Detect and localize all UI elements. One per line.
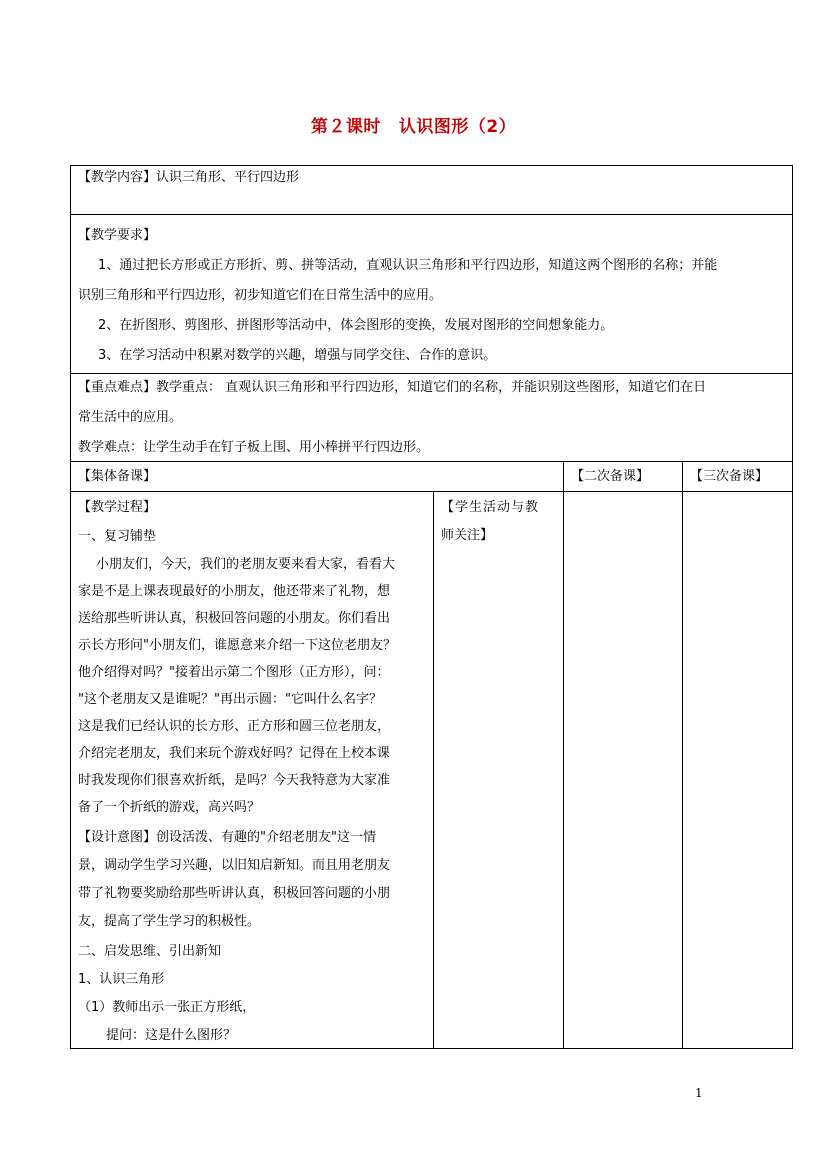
process-line: 这是我们已经认识的长方形、正方形和圆三位老朋友， [78, 719, 391, 734]
second-prep-header: 【二次备课】 [571, 469, 650, 484]
step-question: 提问：这是什么图形？ [106, 1028, 237, 1043]
student-activity-header-cont: 师关注】 [441, 528, 494, 543]
keypoints-line-1 [78, 380, 706, 396]
keypoints-label: 【重点难点】 [78, 380, 157, 395]
requirement-item-1: 1、通过把长方形或正方形折、剪、拼等活动，直观认识三角形和平行四边形，知道这两个图形的名称；并能 [98, 258, 718, 273]
design-intent-line: 【设计意图】创设活泼、有趣的"介绍老朋友"这一情 [78, 830, 376, 845]
process-line: 小朋友们，今天，我们的老朋友要来看大家，看看大 [96, 557, 396, 572]
row-divider [70, 491, 793, 492]
process-label: 【教学过程】 [78, 500, 157, 515]
keypoints-focus: 教学重点： 直观认识三角形和平行四边形，知道它们的名称，并能识别这些图形，知道它们在日 [156, 380, 707, 395]
student-activity-header: 【学生活动与教 [441, 500, 540, 515]
design-intent-line: 带了礼物要奖励给那些听讲认真，积极回答问题的小朋 [78, 886, 391, 901]
keypoints-line-2: 常生活中的应用。 [78, 410, 183, 425]
table-border-top [70, 165, 793, 166]
page-title [0, 112, 827, 137]
design-intent-line: 友，提高了学生学习的积极性。 [78, 914, 261, 929]
requirement-item-2: 2、在折图形、剪图形、拼图形等活动中，体会图形的变换，发展对图形的空间想象能力。 [98, 318, 614, 333]
process-line: 备了一个折纸的游戏，高兴吗？ [78, 800, 261, 815]
table-border-bottom [70, 1048, 793, 1049]
process-line: "这个老朋友又是谁呢？"再出示圆："它叫什么名字？ [78, 692, 382, 707]
process-line: 时我发现你们很喜欢折纸，是吗？今天我特意为大家准 [78, 773, 391, 788]
collective-prep-header: 【集体备课】 [78, 469, 157, 484]
row-divider [70, 461, 793, 462]
table-border-left [70, 165, 71, 1049]
third-prep-header: 【三次备课】 [690, 469, 769, 484]
column-divider [433, 491, 434, 1049]
process-line: 他介绍得对吗？"接着出示第二个图形（正方形），问： [78, 665, 390, 680]
subsection-triangle: 1、认识三角形 [78, 972, 165, 987]
requirement-item-1-cont: 识别三角形和平行四边形，初步知道它们在日常生活中的应用。 [78, 288, 443, 303]
keypoints-difficulty: 教学难点：让学生动手在钉子板上围、用小棒拼平行四边形。 [78, 440, 430, 455]
process-line: 介绍完老朋友，我们来玩个游戏好吗？记得在上校本课 [78, 746, 391, 761]
process-line: 送给那些听讲认真，积极回答问题的小朋友。你们看出 [78, 611, 391, 626]
requirements-label: 【教学要求】 [78, 228, 157, 243]
column-divider [682, 461, 683, 1049]
row-divider [70, 373, 793, 374]
page-number: 1 [695, 1086, 703, 1100]
teaching-content-text: 认识三角形、平行四边形 [156, 170, 300, 185]
column-divider [563, 461, 564, 1049]
lesson-topic: 认识图形（2） [398, 117, 517, 137]
process-line: 示长方形问"小朋友们，谁愿意来介绍一下这位老朋友？ [78, 638, 396, 653]
step-show-square: （1）教师出示一张正方形纸， [78, 1000, 256, 1015]
teaching-content-label: 【教学内容】 [78, 170, 157, 185]
teaching-content [78, 170, 299, 186]
lesson-number: 第２课时 [310, 117, 381, 137]
design-intent-line: 景，调动学生学习兴趣，以旧知启新知。而且用老朋友 [78, 858, 391, 873]
requirement-item-3: 3、在学习活动中积累对数学的兴趣，增强与同学交往、合作的意识。 [98, 348, 497, 363]
table-border-right [792, 165, 793, 1049]
section-review: 一、复习铺垫 [78, 529, 157, 544]
process-line: 家是不是上课表现最好的小朋友，他还带来了礼物，想 [78, 584, 391, 599]
row-divider [70, 214, 793, 215]
section-new-knowledge: 二、启发思维、引出新知 [78, 944, 222, 959]
